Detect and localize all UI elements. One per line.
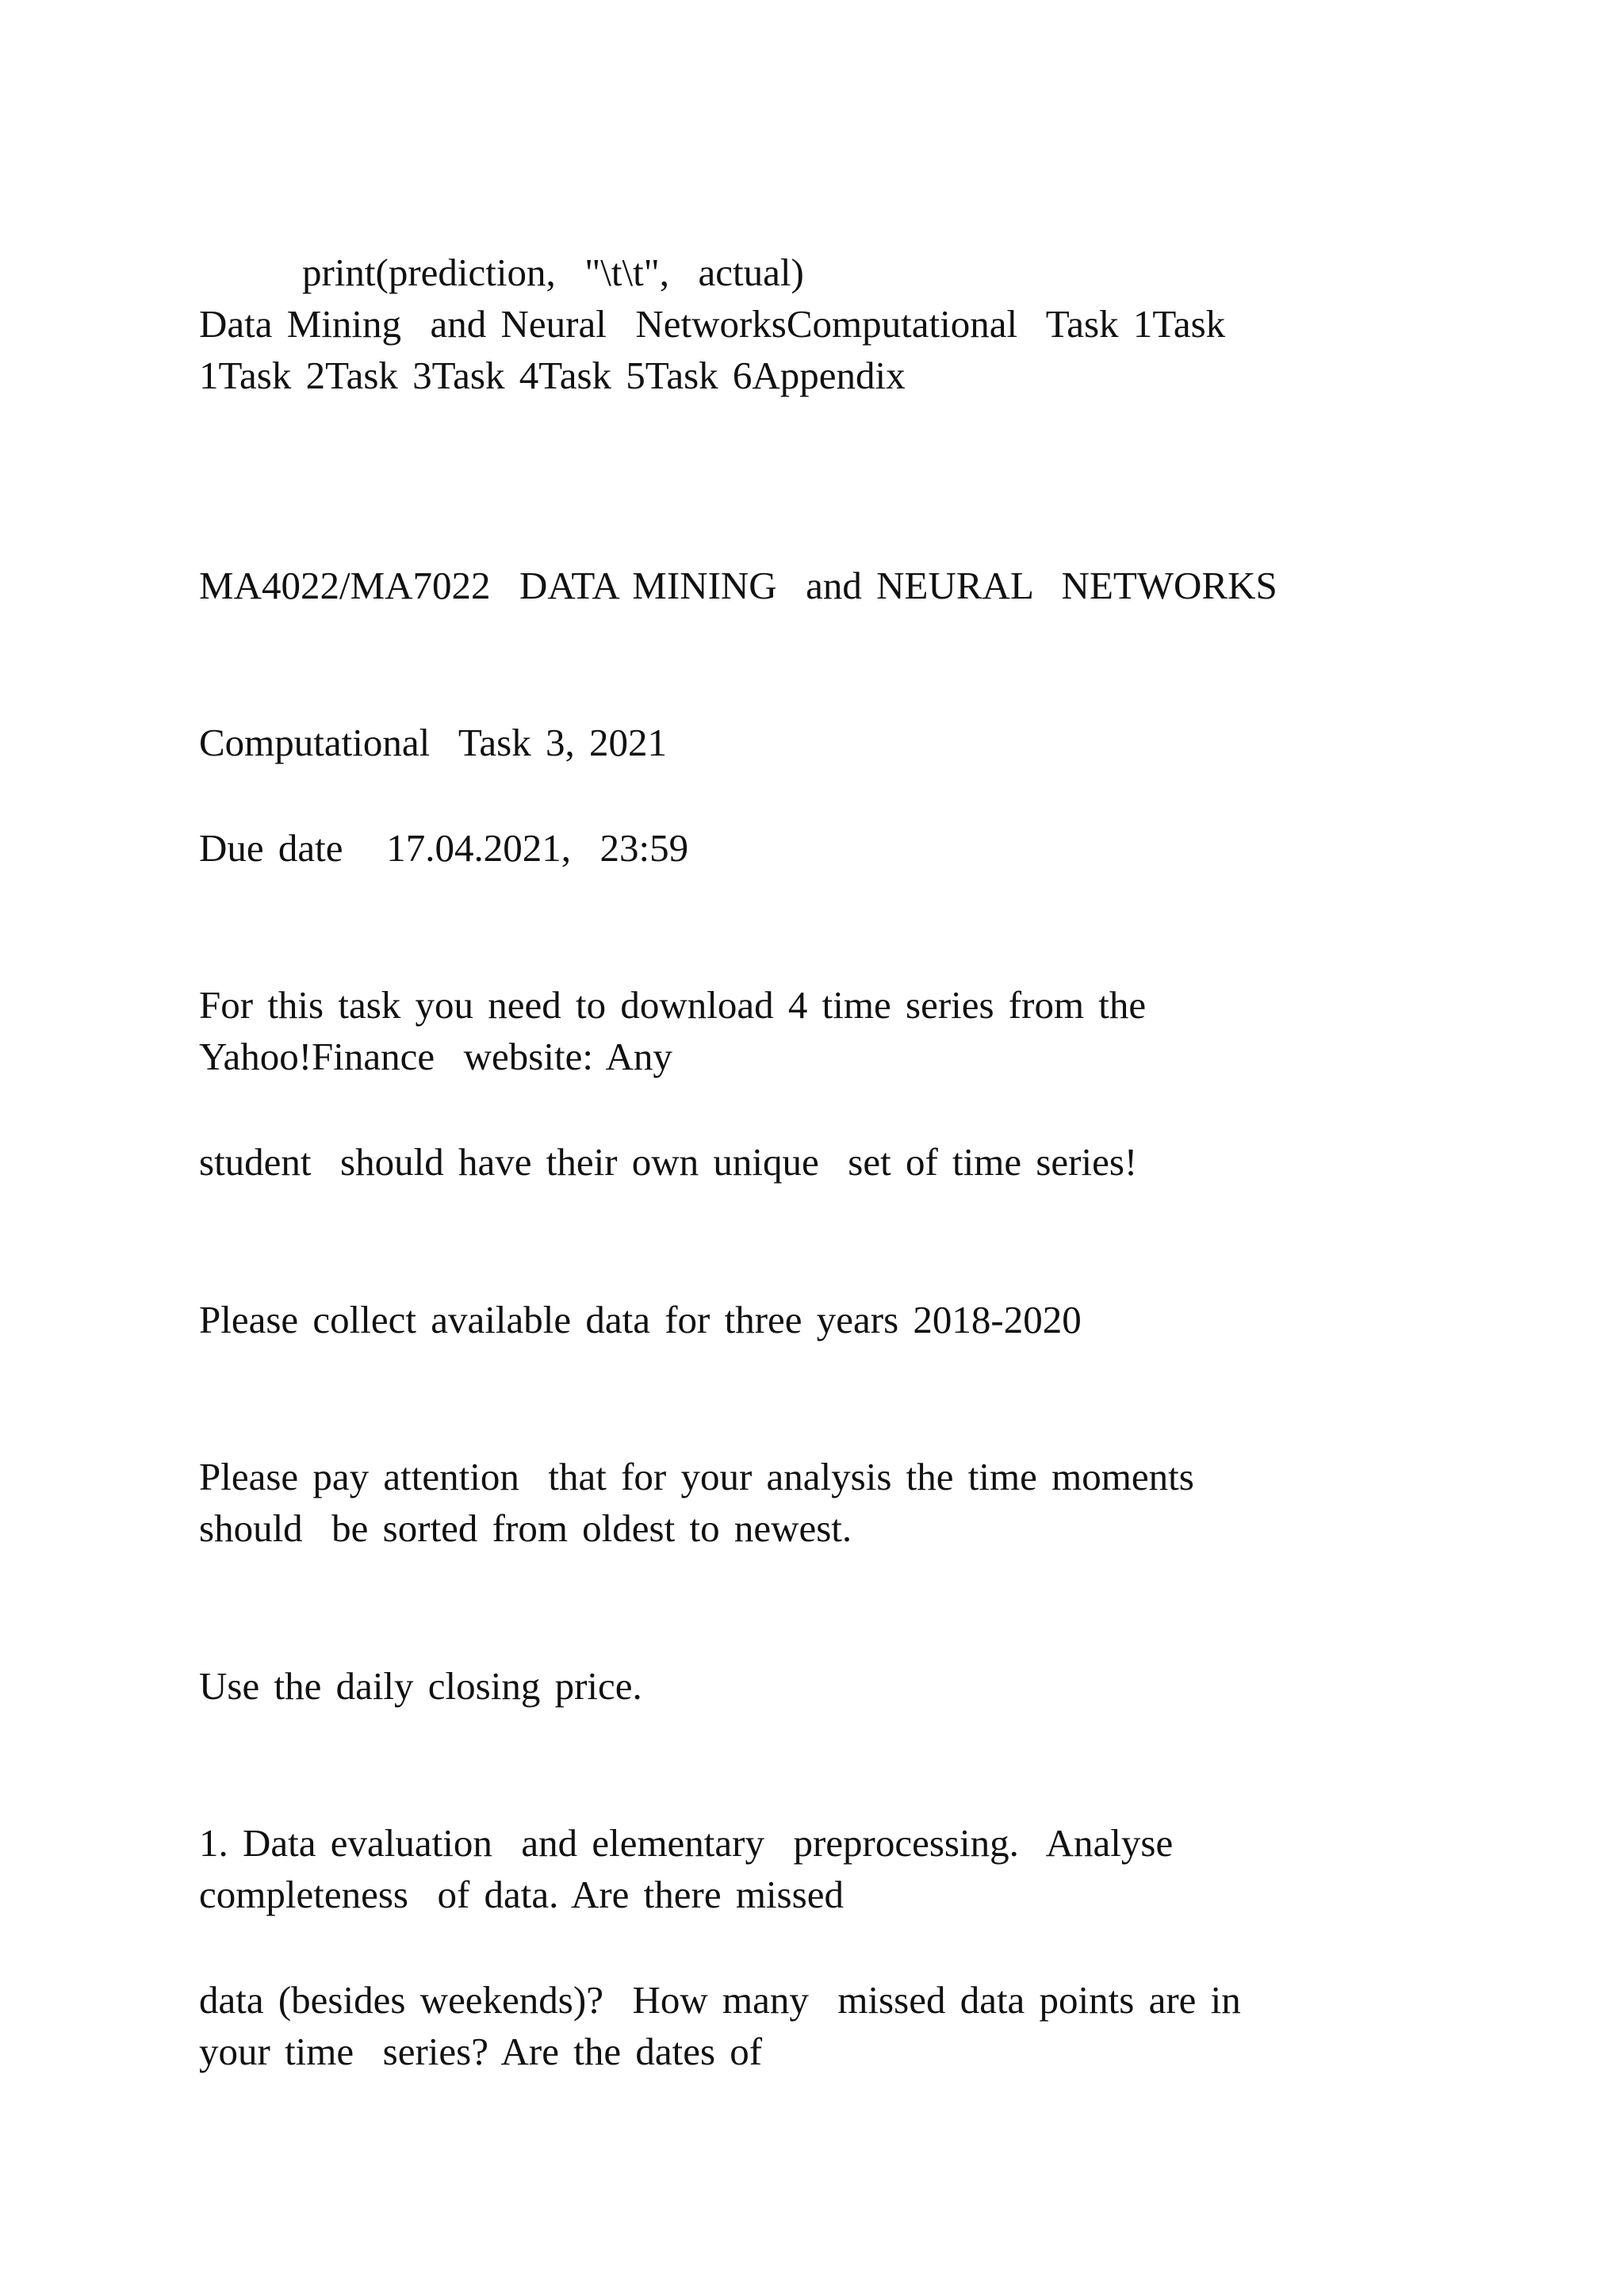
paragraph-line: should be sorted from oldest to newest. <box>199 1506 852 1550</box>
paragraph-line: For this task you need to download 4 time series from the <box>199 983 1147 1027</box>
paragraph-line: Yahoo!Finance website: Any <box>199 1035 672 1078</box>
paragraph-line: student should have their own unique set of time series! <box>199 1140 1138 1184</box>
heading-line-2: 1Task 2Task 3Task 4Task 5Task 6Appendix <box>199 354 906 397</box>
task-title: Computational Task 3, 2021 <box>199 721 667 764</box>
code-line: print(prediction, "\t\t", actual) <box>302 251 804 294</box>
paragraph-line: Please collect available data for three years 2018-2020 <box>199 1298 1082 1341</box>
paragraph-line: Use the daily closing price. <box>199 1664 642 1708</box>
paragraph-line: data (besides weekends)? How many missed data points are in <box>199 1978 1241 2022</box>
paragraph-line: Please pay attention that for your analysis the time moments <box>199 1455 1194 1498</box>
course-title: MA4022/MA7022 DATA MINING and NEURAL NETWORKS <box>199 564 1277 607</box>
heading-line-1: Data Mining and Neural NetworksComputational Task 1Task <box>199 302 1226 346</box>
due-date: Due date 17.04.2021, 23:59 <box>199 826 689 870</box>
paragraph-line: completeness of data. Are there missed <box>199 1873 844 1916</box>
paragraph-line: 1. Data evaluation and elementary preprocessing. Analyse <box>199 1821 1174 1865</box>
paragraph-line: your time series? Are the dates of <box>199 2030 763 2073</box>
